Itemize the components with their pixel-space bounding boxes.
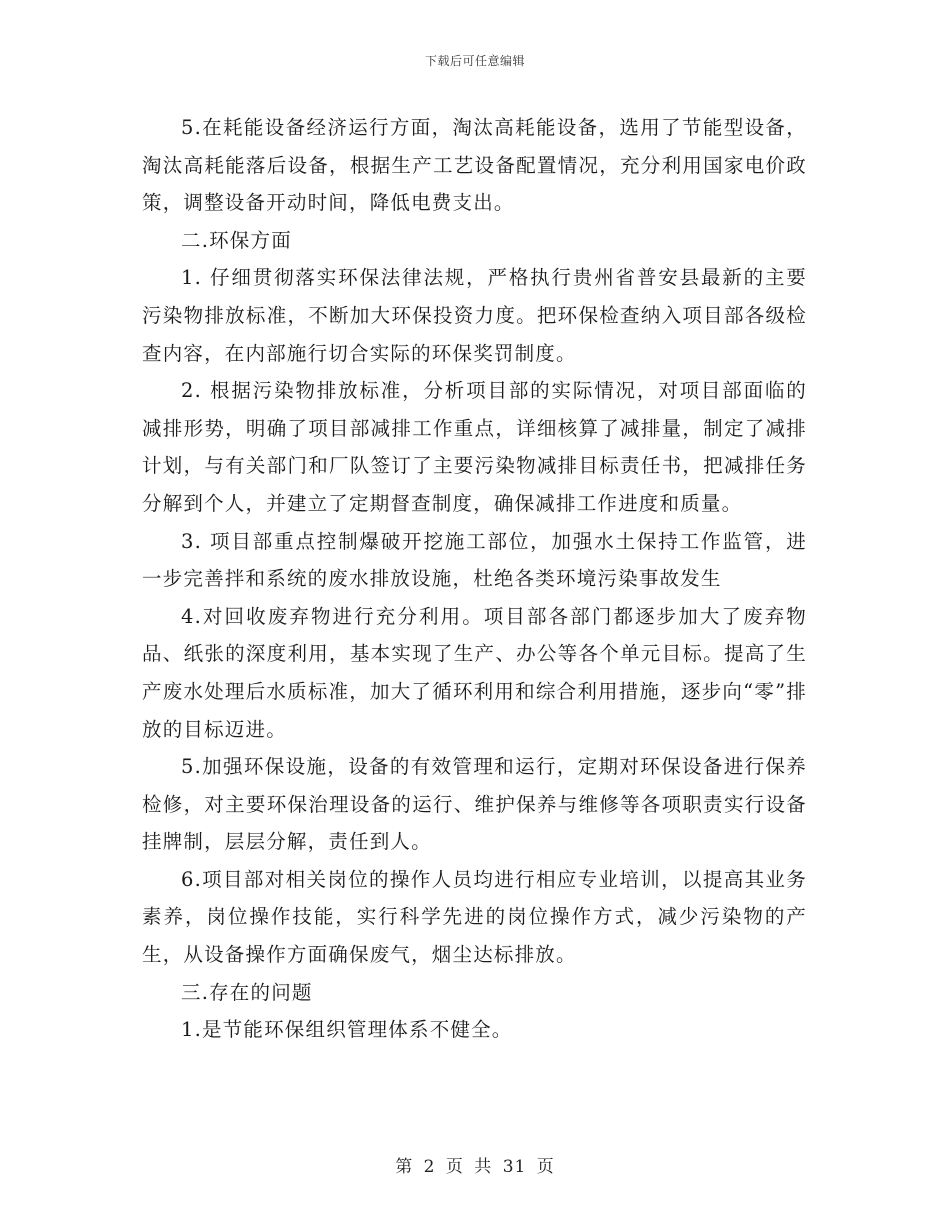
document-body [142,109,807,1049]
paragraph-problem-1: 1.是节能环保组织管理体系不健全。 [181,1018,513,1042]
paragraph-env-5: 5.加强环保设施，设备的有效管理和运行，定期对环保设备进行保养检修，对主要环保治理设备的运行、维护保养与维修等各项职责实行设备挂牌制，层层分解，责任到人。 [142,755,807,854]
paragraph-env-3: 3. 项目部重点控制爆破开挖施工部位，加强水土保持工作监管，进一步完善拌和系统的废水排放设施，杜绝各类环境污染事故发生 [142,529,807,591]
paragraph-env-2: 2. 根据污染物排放标准，分析项目部的实际情况，对项目部面临的减排形势，明确了项目部减排工作重点，详细核算了减排量，制定了减排计划，与有关部门和厂队签订了主要污染物减排目标责任书，把减排任务分解到个人，并建立了定期督查制度，确保减排工作进度和质量。 [142,379,807,515]
paragraph-env-6: 6.项目部对相关岗位的操作人员均进行相应专业培训，以提高其业务素养，岗位操作技能，实行科学先进的岗位操作方式，减少污染物的产生，从设备操作方面确保废气，烟尘达标排放。 [142,867,807,967]
paragraph-env-1: 1. 仔细贯彻落实环保法律法规，严格执行贵州省普安县最新的主要污染物排放标准，不断加大环保投资力度。把环保检查纳入项目部各级检查内容，在内部施行切合实际的环保奖罚制度。 [142,266,807,365]
page-number: 第 2 页 共 31 页 [395,1157,555,1177]
paragraph-env-4: 4.对回收废弃物进行充分利用。项目部各部门都逐步加大了废弃物品、纸张的深度利用，基本实现了生产、办公等各个单元目标。提高了生产废水处理后水质标准，加大了循环利用和综合利用措施，逐步向“零”排放的目标迈进。 [142,604,807,741]
section-heading-problems: 三.存在的问题 [181,980,313,1004]
paragraph-energy-equipment: 5.在耗能设备经济运行方面，淘汰高耗能设备，选用了节能型设备，淘汰高耗能落后设备，根据生产工艺设备配置情况，充分利用国家电价政策，调整设备开动时间，降低电费支出。 [142,116,807,215]
page-header: 下载后可任意编辑 [424,54,525,68]
section-heading-environment: 二.环保方面 [181,228,292,252]
